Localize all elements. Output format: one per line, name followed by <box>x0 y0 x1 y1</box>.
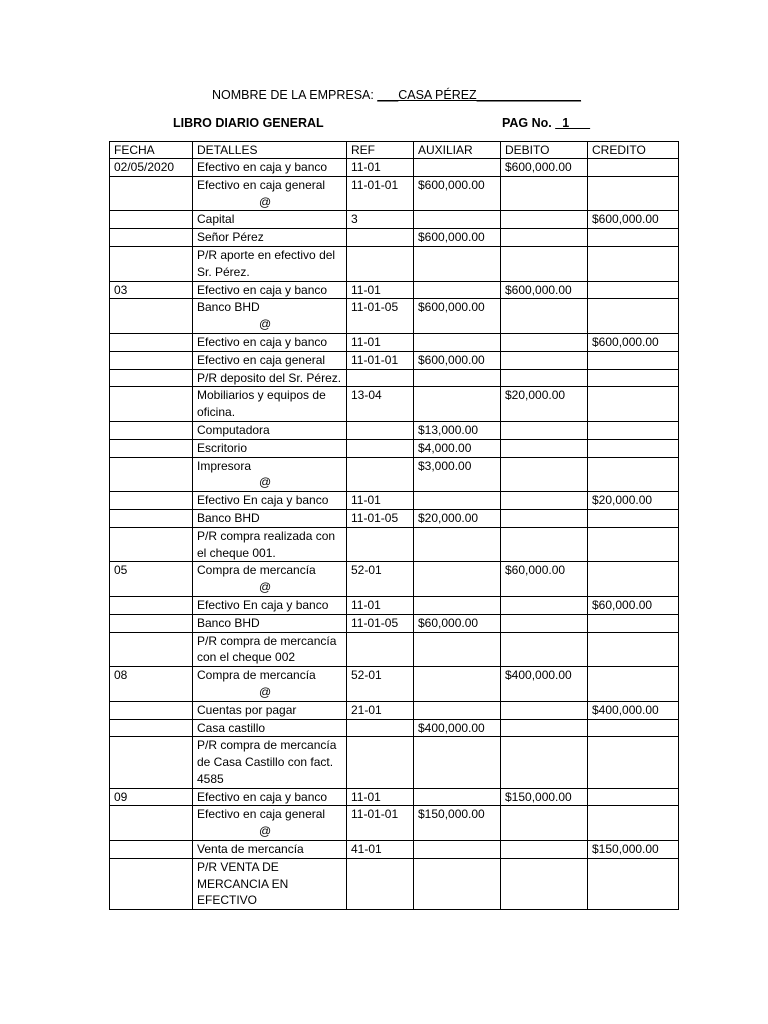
table-row <box>110 788 679 806</box>
cell-credito <box>588 369 679 387</box>
column-header-debito: DEBITO <box>501 142 588 159</box>
cell-debito <box>501 527 588 562</box>
cell-detalle <box>193 562 347 597</box>
cell-auxiliar <box>414 246 501 281</box>
cell-auxiliar: $600,000.00 <box>414 176 501 211</box>
cell-auxiliar: $13,000.00 <box>414 421 501 439</box>
table-row <box>110 667 679 702</box>
cell-debito <box>501 841 588 859</box>
cell-ref <box>347 858 414 909</box>
cell-ref: 11-01 <box>347 596 414 614</box>
detail-text: Efectivo en caja y banco <box>197 160 328 174</box>
cell-detalle <box>193 246 347 281</box>
table-row <box>110 806 679 841</box>
cell-fecha <box>110 246 193 281</box>
detail-text: Efectivo en caja y banco <box>197 334 328 349</box>
cell-ref: 11-01-05 <box>347 614 414 632</box>
cell-fecha <box>110 806 193 841</box>
cell-ref <box>347 527 414 562</box>
cell-fecha <box>110 737 193 788</box>
cell-debito <box>501 299 588 334</box>
journal-table <box>109 141 679 910</box>
cell-detalle <box>193 421 347 439</box>
cell-auxiliar <box>414 369 501 387</box>
table-row <box>110 246 679 281</box>
column-header-detalles: DETALLES <box>193 142 347 159</box>
cell-ref <box>347 421 414 439</box>
cell-fecha <box>110 701 193 719</box>
cell-credito <box>588 176 679 211</box>
cell-ref: 11-01 <box>347 281 414 299</box>
detail-text: P/R deposito del Sr. Pérez. <box>197 370 342 385</box>
cell-debito <box>501 211 588 229</box>
table-row <box>110 421 679 439</box>
cell-ref: 11-01 <box>347 333 414 351</box>
cell-auxiliar <box>414 596 501 614</box>
cell-auxiliar <box>414 387 501 422</box>
cell-credito <box>588 527 679 562</box>
cell-ref: 52-01 <box>347 667 414 702</box>
table-row <box>110 614 679 632</box>
detail-text: Compra de mercancía <box>197 563 316 578</box>
cell-detalle <box>193 333 347 351</box>
book-title: LIBRO DIARIO GENERAL <box>173 116 324 130</box>
cell-credito: $60,000.00 <box>588 596 679 614</box>
cell-detalle <box>193 527 347 562</box>
cell-auxiliar <box>414 333 501 351</box>
cell-detalle <box>193 176 347 211</box>
page-number: _1___ <box>555 116 591 130</box>
cell-auxiliar: $600,000.00 <box>414 351 501 369</box>
detail-text: P/R compra de mercancía de Casa Castillo con fact. 4585 <box>197 738 337 786</box>
table-row <box>110 369 679 387</box>
cell-credito <box>588 439 679 457</box>
table-row <box>110 701 679 719</box>
cell-detalle <box>193 299 347 334</box>
cell-fecha <box>110 509 193 527</box>
cell-credito: $600,000.00 <box>588 333 679 351</box>
cell-fecha <box>110 369 193 387</box>
cell-fecha <box>110 229 193 247</box>
table-row <box>110 439 679 457</box>
cell-debito <box>501 509 588 527</box>
detail-text: P/R aporte en efectivo del Sr. Pérez. <box>197 247 336 279</box>
detail-text: Efectivo En caja y banco <box>197 597 329 612</box>
cell-credito <box>588 632 679 667</box>
cell-debito: $600,000.00 <box>501 281 588 299</box>
cell-debito <box>501 719 588 737</box>
cell-auxiliar: $600,000.00 <box>414 299 501 334</box>
cell-fecha: 02/05/2020 <box>110 159 193 177</box>
cell-auxiliar: $4,000.00 <box>414 439 501 457</box>
cell-auxiliar <box>414 159 501 177</box>
cell-auxiliar: $150,000.00 <box>414 806 501 841</box>
cell-auxiliar <box>414 841 501 859</box>
cell-debito <box>501 596 588 614</box>
page-number-line <box>502 116 590 130</box>
cell-debito: $400,000.00 <box>501 667 588 702</box>
at-symbol: @ <box>259 194 272 209</box>
detail-text: Efectivo en caja general <box>197 177 326 192</box>
cell-debito <box>501 333 588 351</box>
cell-credito: $600,000.00 <box>588 211 679 229</box>
cell-ref: 11-01 <box>347 159 414 177</box>
cell-debito: $60,000.00 <box>501 562 588 597</box>
cell-ref <box>347 719 414 737</box>
cell-fecha <box>110 596 193 614</box>
cell-debito <box>501 246 588 281</box>
cell-ref: 11-01 <box>347 788 414 806</box>
cell-auxiliar <box>414 701 501 719</box>
cell-detalle <box>193 211 347 229</box>
detail-text: Efectivo en caja y banco <box>197 789 328 804</box>
table-row <box>110 387 679 422</box>
cell-detalle <box>193 351 347 369</box>
cell-detalle <box>193 841 347 859</box>
cell-ref: 11-01-05 <box>347 509 414 527</box>
cell-fecha <box>110 492 193 510</box>
detail-text: Cuentas por pagar <box>197 702 297 717</box>
cell-debito <box>501 614 588 632</box>
cell-credito: $150,000.00 <box>588 841 679 859</box>
cell-detalle <box>193 667 347 702</box>
cell-ref <box>347 439 414 457</box>
cell-detalle <box>193 369 347 387</box>
cell-detalle <box>193 614 347 632</box>
table-row <box>110 333 679 351</box>
table-row <box>110 562 679 597</box>
journal-body <box>110 159 679 910</box>
cell-auxiliar <box>414 527 501 562</box>
cell-ref <box>347 369 414 387</box>
detail-text: Efectivo en caja y banco <box>197 282 328 297</box>
at-symbol: @ <box>259 684 272 699</box>
detail-text: P/R compra realizada con el cheque 001. <box>197 528 336 560</box>
cell-fecha <box>110 614 193 632</box>
detail-text: P/R compra de mercancía con el cheque 002 <box>197 633 337 665</box>
cell-auxiliar: $400,000.00 <box>414 719 501 737</box>
cell-credito <box>588 509 679 527</box>
at-symbol: @ <box>259 317 272 332</box>
cell-fecha <box>110 176 193 211</box>
cell-fecha <box>110 333 193 351</box>
cell-debito <box>501 701 588 719</box>
cell-ref: 11-01-01 <box>347 176 414 211</box>
table-row <box>110 509 679 527</box>
detail-text: Efectivo En caja y banco <box>197 493 329 508</box>
cell-auxiliar <box>414 562 501 597</box>
detail-text: P/R VENTA DE MERCANCIA EN EFECTIVO <box>197 859 289 908</box>
cell-detalle <box>193 509 347 527</box>
table-row <box>110 719 679 737</box>
at-symbol: @ <box>259 824 272 839</box>
cell-fecha <box>110 387 193 422</box>
column-header-auxiliar: AUXILIAR <box>414 142 501 159</box>
cell-ref: 21-01 <box>347 701 414 719</box>
column-header-credito: CREDITO <box>588 142 679 159</box>
cell-debito: $20,000.00 <box>501 387 588 422</box>
cell-auxiliar <box>414 632 501 667</box>
table-row <box>110 159 679 177</box>
cell-credito <box>588 281 679 299</box>
cell-ref: 11-01-01 <box>347 351 414 369</box>
table-row <box>110 457 679 492</box>
cell-auxiliar <box>414 667 501 702</box>
table-row <box>110 229 679 247</box>
company-value: ___CASA PÉREZ_______________ <box>377 88 581 102</box>
table-row <box>110 176 679 211</box>
cell-ref: 11-01-01 <box>347 806 414 841</box>
cell-credito <box>588 229 679 247</box>
cell-debito <box>501 176 588 211</box>
cell-auxiliar <box>414 211 501 229</box>
cell-detalle <box>193 492 347 510</box>
detail-text: Casa castillo <box>197 720 266 735</box>
cell-debito <box>501 858 588 909</box>
cell-credito <box>588 562 679 597</box>
cell-fecha <box>110 858 193 909</box>
cell-fecha <box>110 841 193 859</box>
cell-detalle <box>193 632 347 667</box>
cell-ref: 41-01 <box>347 841 414 859</box>
cell-detalle <box>193 596 347 614</box>
company-label: NOMBRE DE LA EMPRESA: <box>212 88 374 102</box>
cell-debito <box>501 229 588 247</box>
cell-credito: $400,000.00 <box>588 701 679 719</box>
cell-debito <box>501 351 588 369</box>
cell-auxiliar: $60,000.00 <box>414 614 501 632</box>
cell-detalle <box>193 719 347 737</box>
cell-credito <box>588 246 679 281</box>
cell-ref <box>347 229 414 247</box>
cell-ref: 52-01 <box>347 562 414 597</box>
cell-auxiliar <box>414 858 501 909</box>
cell-fecha <box>110 527 193 562</box>
cell-debito: $600,000.00 <box>501 159 588 177</box>
cell-debito <box>501 737 588 788</box>
table-row <box>110 351 679 369</box>
cell-credito <box>588 667 679 702</box>
cell-credito: $20,000.00 <box>588 492 679 510</box>
cell-detalle <box>193 281 347 299</box>
table-row <box>110 527 679 562</box>
cell-auxiliar <box>414 788 501 806</box>
cell-ref <box>347 632 414 667</box>
cell-debito <box>501 369 588 387</box>
cell-credito <box>588 421 679 439</box>
cell-credito <box>588 351 679 369</box>
detail-text: Mobiliarios y equipos de oficina. <box>197 388 326 420</box>
cell-detalle <box>193 159 347 177</box>
at-symbol: @ <box>259 580 272 595</box>
cell-fecha <box>110 439 193 457</box>
cell-fecha: 05 <box>110 562 193 597</box>
detail-text: Venta de mercancía <box>197 842 304 857</box>
detail-text: Banco BHD <box>197 300 260 315</box>
cell-fecha <box>110 719 193 737</box>
cell-credito <box>588 719 679 737</box>
cell-debito <box>501 492 588 510</box>
cell-detalle <box>193 806 347 841</box>
cell-debito <box>501 632 588 667</box>
page-label: PAG No. <box>502 116 552 130</box>
table-row <box>110 841 679 859</box>
column-header-ref: REF <box>347 142 414 159</box>
cell-fecha <box>110 457 193 492</box>
cell-fecha: 03 <box>110 281 193 299</box>
cell-fecha <box>110 351 193 369</box>
detail-text: Impresora <box>197 458 252 473</box>
cell-credito <box>588 788 679 806</box>
table-row <box>110 858 679 909</box>
cell-ref <box>347 737 414 788</box>
cell-fecha <box>110 299 193 334</box>
cell-auxiliar: $3,000.00 <box>414 457 501 492</box>
cell-debito: $150,000.00 <box>501 788 588 806</box>
cell-credito <box>588 159 679 177</box>
cell-ref: 13-04 <box>347 387 414 422</box>
table-row <box>110 299 679 334</box>
header-row <box>110 142 679 159</box>
cell-credito <box>588 457 679 492</box>
cell-detalle <box>193 229 347 247</box>
cell-fecha <box>110 632 193 667</box>
cell-detalle <box>193 387 347 422</box>
detail-text: Computadora <box>197 422 270 437</box>
detail-text: Efectivo en caja general <box>197 807 326 822</box>
cell-auxiliar: $600,000.00 <box>414 229 501 247</box>
cell-fecha <box>110 421 193 439</box>
at-symbol: @ <box>259 475 272 490</box>
table-row <box>110 281 679 299</box>
cell-detalle <box>193 457 347 492</box>
cell-detalle <box>193 701 347 719</box>
cell-ref: 11-01 <box>347 492 414 510</box>
cell-ref: 3 <box>347 211 414 229</box>
cell-fecha <box>110 211 193 229</box>
cell-auxiliar <box>414 492 501 510</box>
detail-text: Efectivo en caja general <box>197 352 326 367</box>
cell-fecha: 08 <box>110 667 193 702</box>
cell-credito <box>588 858 679 909</box>
cell-auxiliar: $20,000.00 <box>414 509 501 527</box>
cell-ref <box>347 457 414 492</box>
cell-debito <box>501 421 588 439</box>
detail-text: Compra de mercancía <box>197 668 316 683</box>
cell-debito <box>501 439 588 457</box>
cell-detalle <box>193 788 347 806</box>
detail-text: Capital <box>197 212 235 227</box>
table-row <box>110 211 679 229</box>
cell-credito <box>588 299 679 334</box>
table-row <box>110 492 679 510</box>
detail-text: Escritorio <box>197 440 248 455</box>
detail-text: Señor Pérez <box>197 230 264 245</box>
company-name-line <box>212 88 581 102</box>
cell-fecha: 09 <box>110 788 193 806</box>
cell-credito <box>588 614 679 632</box>
cell-debito <box>501 457 588 492</box>
cell-debito <box>501 806 588 841</box>
detail-text: Banco BHD <box>197 510 260 525</box>
table-row <box>110 632 679 667</box>
table-row <box>110 737 679 788</box>
cell-auxiliar <box>414 281 501 299</box>
cell-credito <box>588 737 679 788</box>
cell-credito <box>588 387 679 422</box>
cell-ref: 11-01-05 <box>347 299 414 334</box>
cell-detalle <box>193 858 347 909</box>
cell-credito <box>588 806 679 841</box>
table-row <box>110 596 679 614</box>
cell-ref <box>347 246 414 281</box>
cell-detalle <box>193 737 347 788</box>
column-header-fecha: FECHA <box>110 142 193 159</box>
cell-auxiliar <box>414 737 501 788</box>
cell-detalle <box>193 439 347 457</box>
detail-text: Banco BHD <box>197 615 260 630</box>
